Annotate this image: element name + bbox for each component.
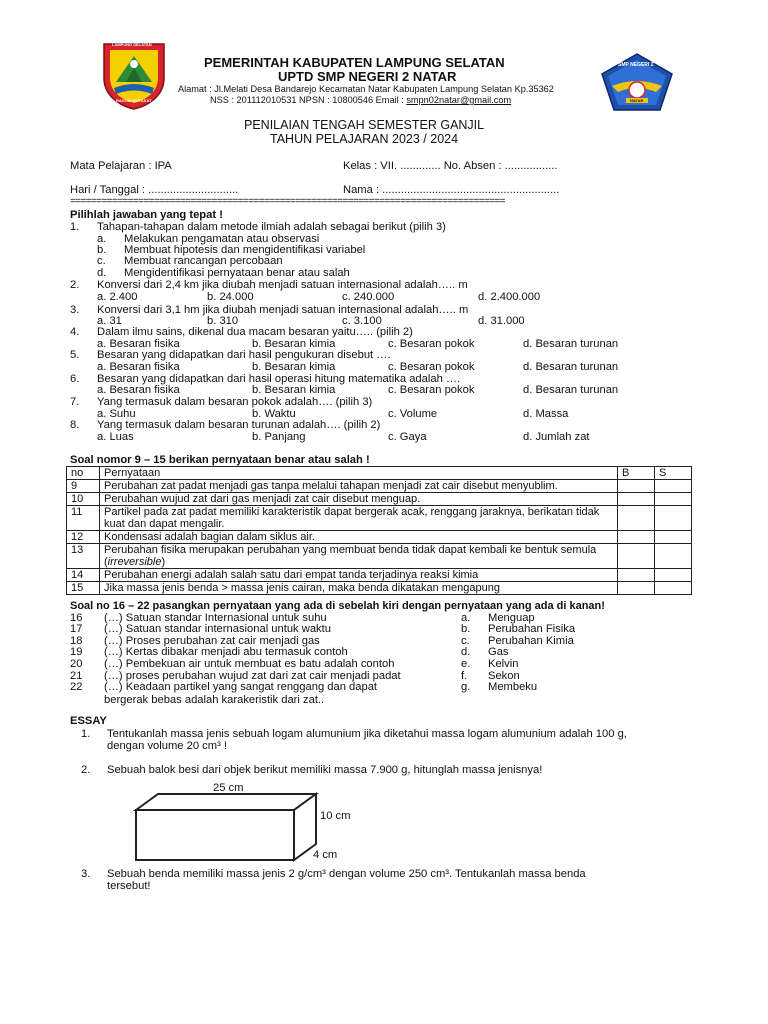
- row-statement-close: ): [161, 556, 166, 568]
- q1-opt-c-text: Membuat rancangan percobaan: [124, 255, 283, 267]
- table-row: [67, 544, 692, 569]
- block-height-label: 10 cm: [320, 810, 351, 822]
- school-email-link[interactable]: smpn02natar@gmail.com: [406, 95, 512, 105]
- q2-opt-b: b. 24.000: [207, 291, 254, 303]
- match-left-number: 18: [70, 635, 83, 647]
- q6-opt-c: c. Besaran pokok: [388, 384, 475, 396]
- block-width-label: 4 cm: [313, 849, 338, 861]
- q5-opt-b: b. Besaran kimia: [252, 361, 336, 373]
- essay-2-text: Sebuah balok besi dari objek berikut memiliki massa 7.900 g, hitunglah massa jenisnya!: [107, 764, 543, 776]
- smp-logo-bottom-text: NATAR: [630, 98, 644, 103]
- q2-text: Konversi dari 2,4 km jika diubah menjadi satuan internasional adalah….. m: [97, 279, 468, 291]
- q1-opt-a: a.: [97, 233, 107, 245]
- q4-opt-b: b. Besaran kimia: [252, 338, 336, 350]
- match-right-key: b.: [461, 623, 471, 635]
- row-statement: Partikel pada zat padat memiliki karakteristik dapat bergerak acak, renggang jaraknya, berikatan tidak kuat dan dapat mengalir.: [100, 506, 618, 531]
- q8-number: 8.: [70, 419, 80, 431]
- table-row: [67, 480, 692, 493]
- q4-opt-d: d. Besaran turunan: [523, 338, 619, 350]
- q1-number: 1.: [70, 221, 80, 233]
- table-row: [67, 493, 692, 506]
- q5-opt-c: c. Besaran pokok: [388, 361, 475, 373]
- match-right-answer: Perubahan Kimia: [488, 635, 574, 647]
- match-left-statement-continued: bergerak bebas adalah karakeristik dari zat..: [104, 694, 325, 706]
- essay-3-text: Sebuah benda memiliki massa jenis 2 g/cm³ dengan volume 250 cm³. Tentukanlah massa benda: [107, 868, 586, 880]
- q2-opt-c: c. 240.000: [342, 291, 395, 303]
- match-left-statement: (…) Satuan standar internasional untuk waktu: [104, 623, 331, 635]
- header-school: UPTD SMP NEGERI 2 NATAR: [278, 69, 457, 84]
- match-left-statement: (…) proses perubahan wujud zat dari zat cair menjadi padat: [104, 670, 401, 682]
- q1-opt-b-text: Membuat hipotesis dan mengidentifikasi variabel: [124, 244, 366, 256]
- true-answer-cell[interactable]: [618, 544, 655, 569]
- table-row: [67, 531, 692, 544]
- header-nss-npsn: NSS : 201112010531 NPSN : 10800546 Email :: [210, 95, 404, 105]
- true-answer-cell[interactable]: [618, 506, 655, 531]
- class-absen-field: Kelas : VII. ............. No. Absen : .................: [343, 160, 558, 172]
- subject-field: Mata Pelajaran : IPA: [70, 160, 172, 172]
- true-answer-cell[interactable]: [618, 582, 655, 595]
- q3-number: 3.: [70, 304, 80, 316]
- match-left-statement: (…) Pembekuan air untuk membuat es batu adalah contoh: [104, 658, 395, 670]
- match-left-statement: (…) Keadaan partikel yang sangat renggang dan dapat: [104, 681, 378, 693]
- table-header-row: [67, 467, 692, 480]
- q1-text: Tahapan-tahapan dalam metode ilmiah adalah sebagai berikut (pilih 3): [97, 221, 446, 233]
- match-right-answer: Perubahan Fisika: [488, 623, 576, 635]
- q3-opt-a: a. 31: [97, 315, 122, 327]
- row-number: 10: [67, 493, 100, 506]
- tf-instruction: Soal nomor 9 – 15 berikan pernyataan benar atau salah !: [70, 454, 370, 466]
- col-header-true: B: [618, 467, 655, 480]
- q5-opt-a: a. Besaran fisika: [97, 361, 180, 373]
- q8-text: Yang termasuk dalam besaran turunan adalah…. (pilih 2): [97, 419, 381, 431]
- match-left-statement: (…) Satuan standar Internasional untuk suhu: [104, 612, 327, 624]
- false-answer-cell[interactable]: [655, 582, 692, 595]
- essay-1-text: Tentukanlah massa jenis sebuah logam alumunium jika diketahui massa logam alumunium adalah 100 g,: [107, 728, 627, 740]
- q8-opt-d: d. Jumlah zat: [523, 431, 590, 443]
- row-statement: Perubahan wujud zat dari gas menjadi zat cair disebut menguap.: [100, 493, 618, 506]
- smp-logo-top-text: SMP NEGERI 2: [618, 62, 654, 68]
- essay-1-text-continued: dengan volume 20 cm³ !: [107, 740, 228, 752]
- q8-opt-a: a. Luas: [97, 431, 134, 443]
- row-number: 12: [67, 531, 100, 544]
- match-left-statement: (…) Proses perubahan zat cair menjadi gas: [104, 635, 320, 647]
- false-answer-cell[interactable]: [655, 531, 692, 544]
- q7-opt-d: d. Massa: [523, 408, 569, 420]
- q2-opt-d: d. 2.400.000: [478, 291, 541, 303]
- true-answer-cell[interactable]: [618, 531, 655, 544]
- row-statement: Perubahan zat padat menjadi gas tanpa melalui tahapan menjadi zat cair disebut menyublim.: [100, 480, 618, 493]
- separator-line: ===================================================================================: [70, 196, 505, 207]
- table-row: [67, 582, 692, 595]
- block-length-label: 25 cm: [213, 782, 244, 794]
- q1-opt-c: c.: [97, 255, 106, 267]
- false-answer-cell[interactable]: [655, 480, 692, 493]
- match-right-key: c.: [461, 635, 470, 647]
- match-left-number: 17: [70, 623, 83, 635]
- match-left-number: 22: [70, 681, 83, 693]
- col-header-no: no: [67, 467, 100, 480]
- name-field: Nama : .........................................................: [343, 184, 560, 196]
- true-answer-cell[interactable]: [618, 569, 655, 582]
- lampung-selatan-logo-bottom-text: RAGOM MUFAKAT: [116, 98, 152, 103]
- q6-opt-a: a. Besaran fisika: [97, 384, 180, 396]
- q7-opt-b: b. Waktu: [252, 408, 296, 420]
- day-date-field: Hari / Tanggal : .............................: [70, 184, 239, 196]
- match-right-answer: Gas: [488, 646, 509, 658]
- match-left-number: 19: [70, 646, 83, 658]
- match-right-answer: Kelvin: [488, 658, 519, 670]
- q8-opt-c: c. Gaya: [388, 431, 427, 443]
- mc-instruction: Pilihlah jawaban yang tepat !: [70, 209, 223, 221]
- false-answer-cell[interactable]: [655, 569, 692, 582]
- true-answer-cell[interactable]: [618, 480, 655, 493]
- q4-opt-c: c. Besaran pokok: [388, 338, 475, 350]
- row-number: 13: [67, 544, 100, 569]
- header-identifiers: [210, 95, 511, 105]
- q7-opt-c: c. Volume: [388, 408, 438, 420]
- true-false-table: [66, 466, 692, 595]
- row-statement: Perubahan energi adalah salah satu dari empat tanda terjadinya reaksi kimia: [100, 569, 618, 582]
- q3-text: Konversi dari 3,1 hm jika diubah menjadi satuan internasional adalah….. m: [97, 304, 469, 316]
- match-left-number: 21: [70, 670, 83, 682]
- q6-text: Besaran yang didapatkan dari hasil operasi hitung matematika adalah ….: [97, 373, 461, 385]
- match-right-key: f.: [461, 670, 468, 682]
- true-answer-cell[interactable]: [618, 493, 655, 506]
- table-row: [67, 569, 692, 582]
- q1-opt-d: d.: [97, 267, 107, 279]
- match-left-number: 16: [70, 612, 83, 624]
- q5-opt-d: d. Besaran turunan: [523, 361, 619, 373]
- false-answer-cell[interactable]: [655, 544, 692, 569]
- q1-opt-d-text: Mengidentifikasi pernyataan benar atau salah: [124, 267, 350, 279]
- essay-heading: ESSAY: [70, 715, 107, 727]
- q2-number: 2.: [70, 279, 80, 291]
- q7-number: 7.: [70, 396, 80, 408]
- row-statement: Kondensasi adalah bagian dalam siklus air.: [100, 531, 618, 544]
- exam-year: TAHUN PELAJARAN 2023 / 2024: [270, 132, 459, 146]
- header-government: PEMERINTAH KABUPATEN LAMPUNG SELATAN: [204, 55, 505, 70]
- q7-opt-a: a. Suhu: [97, 408, 136, 420]
- q4-number: 4.: [70, 326, 80, 338]
- iron-block-diagram: [130, 790, 330, 866]
- match-right-key: d.: [461, 646, 471, 658]
- essay-1-number: 1.: [81, 728, 91, 740]
- q6-opt-b: b. Besaran kimia: [252, 384, 336, 396]
- lampung-selatan-logo-top-text: LAMPUNG SELATAN: [112, 42, 152, 47]
- row-number: 15: [67, 582, 100, 595]
- row-number: 9: [67, 480, 100, 493]
- match-right-answer: Membeku: [488, 681, 538, 693]
- q2-opt-a: a. 2.400: [97, 291, 138, 303]
- exam-title: PENILAIAN TENGAH SEMESTER GANJIL: [244, 118, 485, 132]
- essay-3-number: 3.: [81, 868, 91, 880]
- row-statement-text: Perubahan fisika merupakan perubahan yang membuat benda tidak dapat kembali ke bentuk semula (: [104, 544, 597, 568]
- q4-text: Dalam ilmu sains, dikenal dua macam besaran yaitu….. (pilih 2): [97, 326, 413, 338]
- match-right-answer: Menguap: [488, 612, 535, 624]
- q1-opt-b: b.: [97, 244, 107, 256]
- q4-opt-a: a. Besaran fisika: [97, 338, 180, 350]
- essay-3-text-continued: tersebut!: [107, 880, 151, 892]
- false-answer-cell[interactable]: [655, 506, 692, 531]
- match-right-answer: Sekon: [488, 670, 520, 682]
- row-statement: [100, 544, 618, 569]
- row-statement-italic: irreversible: [107, 556, 162, 568]
- match-instruction: Soal no 16 – 22 pasangkan pernyataan yang ada di sebelah kiri dengan pernyataan yang ada di kanan!: [70, 600, 605, 612]
- q6-number: 6.: [70, 373, 80, 385]
- match-left-statement: (…) Kertas dibakar menjadi abu termasuk contoh: [104, 646, 348, 658]
- row-number: 14: [67, 569, 100, 582]
- q5-number: 5.: [70, 349, 80, 361]
- col-header-false: S: [655, 467, 692, 480]
- match-left-number: 20: [70, 658, 83, 670]
- row-statement: Jika massa jenis benda > massa jenis cairan, maka benda dikatakan mengapung: [100, 582, 618, 595]
- q3-opt-c: c. 3.100: [342, 315, 382, 327]
- smp-negeri-2-natar-logo: [598, 52, 676, 112]
- q5-text: Besaran yang didapatkan dari hasil pengukuran disebut ….: [97, 349, 391, 361]
- q8-opt-b: b. Panjang: [252, 431, 306, 443]
- q6-opt-d: d. Besaran turunan: [523, 384, 619, 396]
- q1-opt-a-text: Melakukan pengamatan atau observasi: [124, 233, 320, 245]
- q3-opt-b: b. 310: [207, 315, 239, 327]
- essay-2-number: 2.: [81, 764, 91, 776]
- header-address: Alamat : Jl.Melati Desa Bandarejo Kecamatan Natar Kabupaten Lampung Selatan Kp.35362: [178, 84, 554, 94]
- match-right-key: g.: [461, 681, 471, 693]
- false-answer-cell[interactable]: [655, 493, 692, 506]
- match-right-key: a.: [461, 612, 471, 624]
- col-header-statement: Pernyataan: [100, 467, 618, 480]
- match-right-key: e.: [461, 658, 471, 670]
- q3-opt-d: d. 31.000: [478, 315, 525, 327]
- q7-text: Yang termasuk dalam besaran pokok adalah…. (pilih 3): [97, 396, 373, 408]
- table-row: [67, 506, 692, 531]
- row-number: 11: [67, 506, 100, 531]
